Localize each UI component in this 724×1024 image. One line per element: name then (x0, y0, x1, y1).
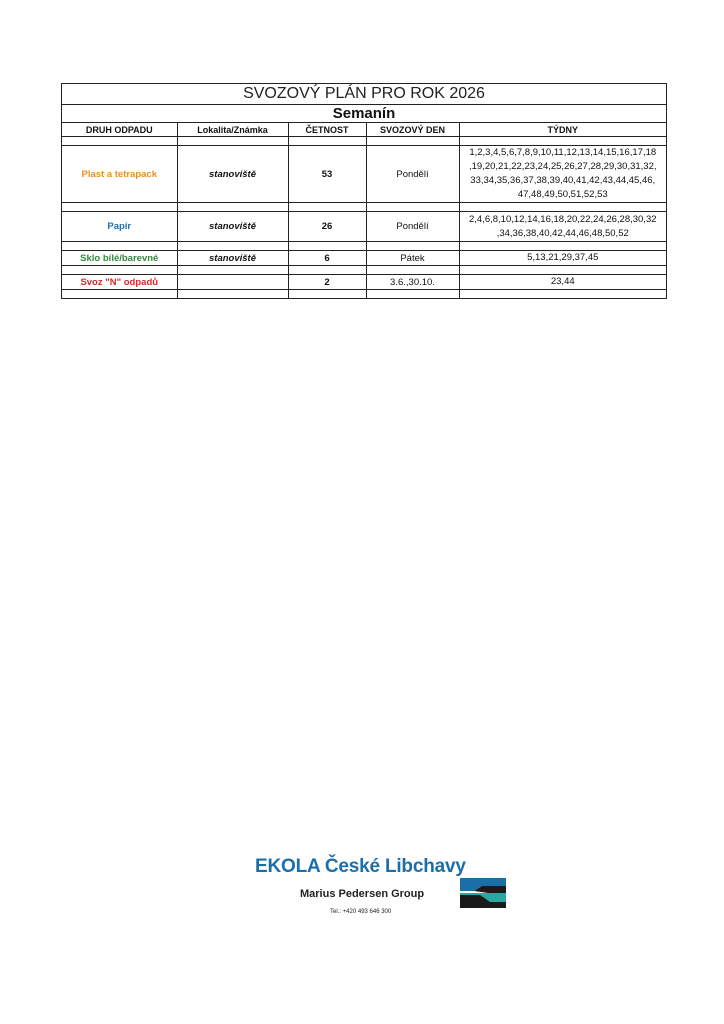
weeks-list (459, 275, 666, 290)
company-group: Marius Pedersen Group (300, 888, 425, 900)
table-row (62, 146, 666, 203)
waste-type: Sklo bílé/barevné (62, 251, 177, 266)
table-header-row (62, 123, 666, 137)
schedule-table (62, 123, 666, 298)
weeks-line: 2,4,6,8,10,12,14,16,18,20,22,24,26,28,30,32 (468, 213, 657, 225)
frequency: 26 (288, 212, 366, 242)
collection-day: 3.6.,30.10. (366, 275, 459, 290)
weeks-line: 33,34,35,36,37,38,39,40,41,42,43,44,45,46, (470, 175, 656, 186)
frequency: 6 (288, 251, 366, 266)
locality: stanoviště (177, 146, 288, 203)
spacer-row (62, 242, 666, 251)
table-row (62, 251, 666, 266)
waste-schedule-sheet (61, 83, 667, 299)
spacer-row (62, 137, 666, 146)
header-waste-type: DRUH ODPADU (62, 123, 177, 137)
header-collection-day: SVOZOVÝ DEN (366, 123, 459, 137)
locality: stanoviště (177, 212, 288, 242)
table-row (62, 275, 666, 290)
weeks-list (459, 251, 666, 266)
weeks-line: ,19,20,21,22,23,24,25,26,27,28,29,30,31,32, (468, 161, 657, 172)
collection-day: Pondělí (366, 212, 459, 242)
frequency: 2 (288, 275, 366, 290)
header-frequency: ČETNOST (288, 123, 366, 137)
weeks-list (459, 212, 666, 242)
collection-day: Pátek (366, 251, 459, 266)
waste-type: Plast a tetrapack (62, 146, 177, 203)
header-weeks: TÝDNY (459, 123, 666, 137)
weeks-line: 1,2,3,4,5,6,7,8,9,10,11,12,13,14,15,16,17,18 (469, 147, 657, 158)
spacer-row (62, 266, 666, 275)
spacer-row (62, 290, 666, 299)
weeks-line: 47,48,49,50,51,52,53 (517, 189, 608, 200)
company-name: EKOLA České Libchavy (255, 856, 466, 877)
company-phone: Tel.: +420 493 646 300 (330, 909, 392, 915)
ekola-logo-icon (460, 878, 506, 908)
locality (177, 275, 288, 290)
frequency: 53 (288, 146, 366, 203)
spacer-row (62, 203, 666, 212)
weeks-line: ,34,36,38,40,42,44,46,48,50,52 (496, 227, 629, 239)
collection-day: Pondělí (366, 146, 459, 203)
weeks-list (459, 146, 666, 203)
company-footer (255, 856, 515, 920)
weeks-line: 5,13,21,29,37,45 (527, 252, 599, 263)
waste-type: Papír (62, 212, 177, 242)
header-locality: Lokalita/Známka (177, 123, 288, 137)
schedule-title: SVOZOVÝ PLÁN PRO ROK 2026 (62, 84, 666, 105)
locality: stanoviště (177, 251, 288, 266)
location-name: Semanín (62, 105, 666, 123)
weeks-line: 23,44 (550, 276, 575, 287)
table-row (62, 212, 666, 242)
waste-type: Svoz "N" odpadů (62, 275, 177, 290)
